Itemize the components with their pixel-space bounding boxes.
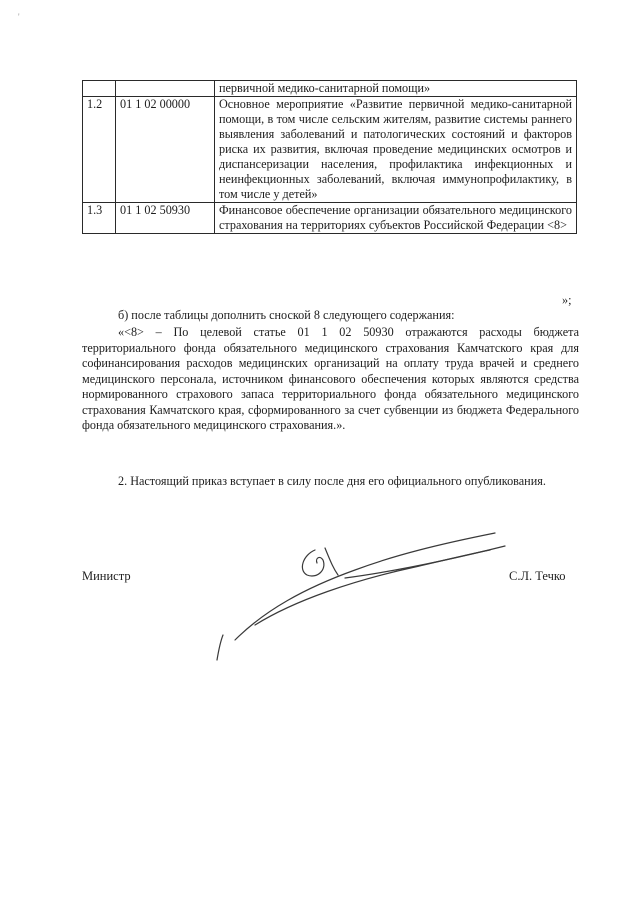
footnote-paragraph (82, 325, 579, 434)
row-description: Основное мероприятие «Развитие первичной медико-санитарной помощи, в том числе сельским жителям, развитие системы раннего выявления заболеваний и патологических состояний и факторов риска их развития, включая проведение медицинских осмотров и диспансеризации населения, профилактика инфекционных и неинфекционных заболеваний, включая иммунопрофилактику, в том числе у детей» (215, 97, 577, 203)
row-number: 1.3 (83, 203, 116, 234)
paragraph-2-text: 2. Настоящий приказ вступает в силу после дня его официального опубликования. (118, 474, 546, 488)
closing-quote: »; (562, 293, 572, 307)
row-number (83, 81, 116, 97)
signatory-name: С.Л. Течко (509, 569, 566, 583)
paragraph-b: б) после таблицы дополнить сноской 8 следующего содержания: (118, 308, 455, 322)
table-row (83, 81, 577, 97)
corner-mark: ' (18, 12, 20, 22)
table-row (83, 203, 577, 234)
row-code (116, 81, 215, 97)
paragraph-2 (82, 474, 579, 490)
table-row (83, 97, 577, 203)
row-description: первичной медико-санитарной помощи» (215, 81, 577, 97)
row-code: 01 1 02 00000 (116, 97, 215, 203)
footnote-text: «<8> – По целевой статье 01 1 02 50930 отражаются расходы бюджета территориального фонда обязательного медицинского страхования Камчатского края для софинансирования расходов медицинских организаций на оплату труда врачей и среднего медицинского персонала, источником финансового обеспечения которых являются средства нормированного страхового запаса территориального фонда обязательного медицинского страхования Камчатского края, сформированного за счет субвенции из бюджета Федерального фонда обязательного медицинского страхования.». (82, 325, 579, 432)
handwritten-signature (195, 530, 535, 670)
row-number: 1.2 (83, 97, 116, 203)
signatory-title: Министр (82, 569, 131, 583)
budget-classification-table (82, 80, 577, 234)
row-code: 01 1 02 50930 (116, 203, 215, 234)
row-description: Финансовое обеспечение организации обязательного медицинского страхования на территориях субъектов Российской Федерации <8> (215, 203, 577, 234)
